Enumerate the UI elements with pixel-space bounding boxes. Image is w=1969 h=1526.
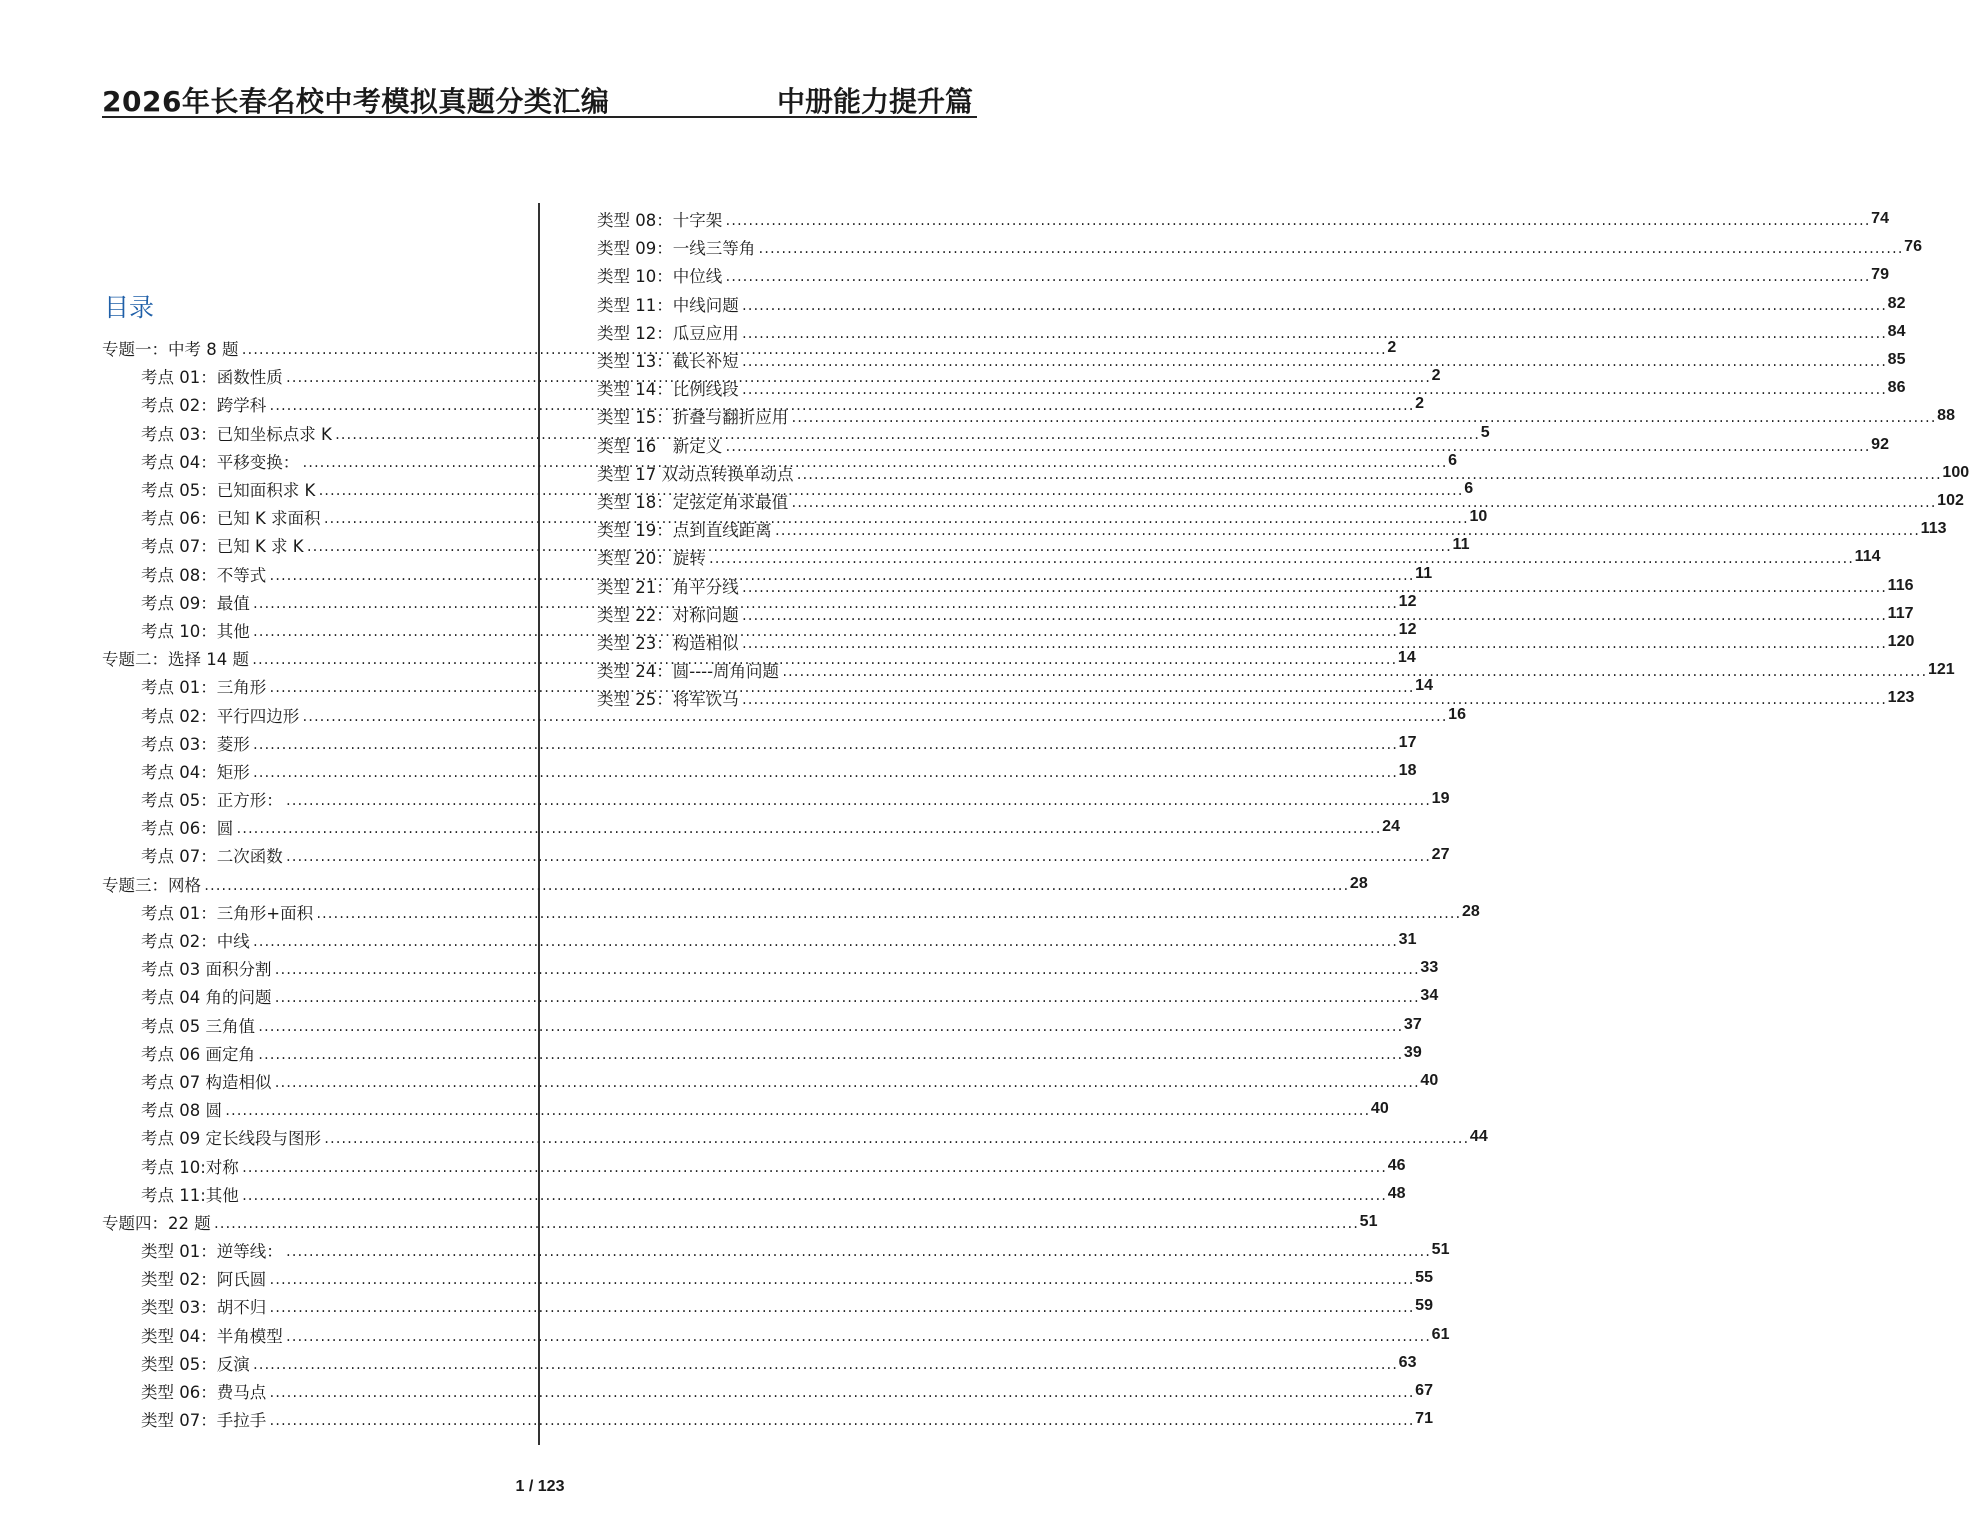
toc-entry-page: 11 <box>1452 536 1470 554</box>
toc-entry-page: 6 <box>1448 451 1458 469</box>
toc-entry[interactable] <box>102 954 1439 982</box>
toc-section-entry[interactable] <box>597 318 1906 346</box>
toc-leader-dots: ........................................................................................................................................................................................................ <box>284 371 1430 386</box>
toc-entry-page: 44 <box>1469 1128 1488 1146</box>
toc-entry-label: 考点 03：菱形 <box>141 734 250 754</box>
toc-entry-label: 类型 21：角平分线 <box>597 577 739 597</box>
toc-section-entry[interactable] <box>102 870 1368 898</box>
toc-leader-dots: ........................................................................................................................................................................................................ <box>740 326 1886 341</box>
document-title: 2026年长春名校中考模拟真题分类汇编 <box>102 85 610 118</box>
toc-entry-label: 考点 02：跨学科 <box>141 396 267 416</box>
toc-entry-page: 67 <box>1415 1382 1433 1400</box>
toc-entry-label: 考点 06：圆 <box>141 819 234 839</box>
toc-leader-dots: ........................................................................................................................................................................................................ <box>301 709 1447 724</box>
toc-entry-page: 51 <box>1359 1212 1378 1230</box>
toc-entry-label: 考点 01：三角形 <box>141 678 267 698</box>
toc-entry-page: 117 <box>1887 604 1914 622</box>
toc-entry-page: 24 <box>1382 818 1400 836</box>
toc-entry[interactable] <box>102 898 1480 926</box>
toc-entry-page: 86 <box>1887 379 1906 397</box>
toc-leader-dots: ........................................................................................................................................................................................................ <box>273 991 1419 1006</box>
toc-entry-page: 33 <box>1420 959 1439 977</box>
toc-leader-dots: ........................................................................................................................................................................................................ <box>268 1414 1414 1429</box>
toc-leader-dots: ........................................................................................................................................................................................................ <box>740 383 1886 398</box>
toc-entry[interactable] <box>102 1123 1488 1151</box>
toc-entry-label: 专题三：网格 <box>102 875 201 895</box>
toc-entry-label: 考点 10:对称 <box>141 1157 239 1177</box>
toc-entry-label: 类型 15：折叠与翻折应用 <box>597 408 789 428</box>
toc-entry[interactable] <box>102 1011 1422 1039</box>
toc-entry-page: 79 <box>1871 266 1889 284</box>
page-header <box>102 78 977 118</box>
toc-leader-dots: ........................................................................................................................................................................................................ <box>212 1216 1358 1231</box>
toc-section-entry[interactable] <box>597 431 1889 459</box>
toc-entry-page: 40 <box>1420 1071 1439 1089</box>
toc-entry-label: 考点 08 圆 <box>141 1101 222 1121</box>
toc-right-column <box>597 205 1969 712</box>
toc-entry-page: 5 <box>1480 423 1490 441</box>
toc-entry-page: 55 <box>1415 1269 1433 1287</box>
toc-entry-label: 考点 03：已知坐标点求 K <box>141 424 332 444</box>
toc-leader-dots: ........................................................................................................................................................................................................ <box>284 1329 1430 1344</box>
toc-entry-page: 59 <box>1415 1297 1433 1315</box>
toc-entry-label: 类型 07：手拉手 <box>141 1411 267 1431</box>
toc-entry-label: 类型 01：逆等线： <box>141 1242 283 1262</box>
toc-entry-page: 113 <box>1920 520 1947 538</box>
toc-leader-dots: ........................................................................................................................................................................................................ <box>740 636 1886 651</box>
toc-leader-dots: ........................................................................................................................................................................................................ <box>224 1104 1369 1119</box>
toc-entry[interactable] <box>102 757 1417 785</box>
toc-leader-dots: ........................................................................................................................................................................................................ <box>268 1301 1414 1316</box>
toc-entry-label: 专题一：中考 8 题 <box>102 340 239 360</box>
toc-entry-page: 116 <box>1887 576 1914 594</box>
toc-entry[interactable] <box>102 1321 1450 1349</box>
toc-entry-page: 39 <box>1403 1043 1422 1061</box>
toc-entry[interactable] <box>102 1377 1433 1405</box>
toc-entry-page: 102 <box>1937 491 1964 509</box>
toc-entry-page: 92 <box>1871 435 1889 453</box>
toc-leader-dots: ........................................................................................................................................................................................................ <box>203 878 1348 893</box>
toc-entry-label: 类型 08：十字架 <box>597 211 723 231</box>
toc-leader-dots: ........................................................................................................................................................................................................ <box>707 552 1853 567</box>
toc-entry-page: 19 <box>1431 790 1450 808</box>
toc-leader-dots: ........................................................................................................................................................................................................ <box>740 693 1886 708</box>
toc-entry-label: 类型 17 双动点转换单动点 <box>597 464 794 484</box>
toc-entry-page: 34 <box>1420 987 1439 1005</box>
toc-entry-page: 10 <box>1469 508 1488 526</box>
toc-entry-label: 考点 09：最值 <box>141 593 250 613</box>
toc-entry-page: 85 <box>1887 351 1906 369</box>
toc-entry-label: 考点 07：二次函数 <box>141 847 283 867</box>
toc-entry-page: 37 <box>1403 1015 1422 1033</box>
toc-entry-page: 2 <box>1431 367 1441 385</box>
toc-entry-page: 46 <box>1387 1156 1406 1174</box>
toc-entry[interactable] <box>102 1151 1406 1179</box>
toc-entry-label: 考点 06：已知 K 求面积 <box>141 509 321 529</box>
toc-leader-dots: ........................................................................................................................................................................................................ <box>305 540 1451 555</box>
toc-section-entry[interactable] <box>597 543 1881 571</box>
toc-entry-label: 考点 05：正方形： <box>141 791 283 811</box>
toc-section-entry[interactable] <box>597 261 1889 289</box>
toc-leader-dots: ........................................................................................................................................................................................................ <box>268 568 1414 583</box>
toc-leader-dots: ........................................................................................................................................................................................................ <box>251 624 1397 639</box>
toc-entry-page: 28 <box>1349 874 1368 892</box>
toc-entry-label: 类型 20：旋转 <box>597 549 706 569</box>
toc-entry-page: 63 <box>1398 1353 1417 1371</box>
toc-entry[interactable] <box>102 785 1450 813</box>
toc-leader-dots: ........................................................................................................................................................................................................ <box>323 1132 1468 1147</box>
toc-entry-label: 考点 07 构造相似 <box>141 1072 272 1092</box>
toc-entry-page: 14 <box>1397 649 1416 667</box>
toc-entry[interactable] <box>102 813 1400 841</box>
toc-entry-page: 16 <box>1448 705 1466 723</box>
toc-entry-label: 类型 10：中位线 <box>597 267 723 287</box>
toc-section-entry[interactable] <box>597 402 1955 430</box>
toc-entry-page: 48 <box>1387 1184 1406 1202</box>
toc-leader-dots: ........................................................................................................................................................................................................ <box>268 681 1414 696</box>
toc-entry-page: 17 <box>1398 733 1417 751</box>
toc-entry-page: 14 <box>1415 677 1433 695</box>
toc-leader-dots: ........................................................................................................................................................................................................ <box>284 850 1430 865</box>
toc-leader-dots: ........................................................................................................................................................................................................ <box>240 1188 1386 1203</box>
toc-entry-label: 考点 08：不等式 <box>141 565 267 585</box>
toc-entry[interactable] <box>102 1405 1433 1433</box>
toc-section-entry[interactable] <box>597 628 1915 656</box>
toc-leader-dots: ........................................................................................................................................................................................................ <box>790 495 1936 510</box>
toc-entry-label: 类型 02：阿氏圆 <box>141 1270 267 1290</box>
toc-entry-page: 120 <box>1887 632 1915 650</box>
toc-entry-label: 类型 16 新定义 <box>597 436 723 456</box>
toc-section-entry[interactable] <box>597 374 1906 402</box>
toc-leader-dots: ........................................................................................................................................................................................................ <box>251 1357 1397 1372</box>
toc-entry-label: 考点 02：中线 <box>141 932 250 952</box>
toc-leader-dots: ........................................................................................................................................................................................................ <box>257 1019 1402 1034</box>
toc-entry-label: 考点 01：函数性质 <box>141 368 283 388</box>
toc-entry-page: 40 <box>1370 1100 1389 1118</box>
toc-entry-label: 考点 05：已知面积求 K <box>141 481 316 501</box>
toc-entry-page: 51 <box>1431 1241 1450 1259</box>
toc-entry-label: 考点 04：矩形 <box>141 762 250 782</box>
toc-entry-label: 考点 06 画定角 <box>141 1044 255 1064</box>
toc-entry-page: 28 <box>1462 902 1480 920</box>
toc-leader-dots: ........................................................................................................................................................................................................ <box>757 242 1903 257</box>
toc-section-entry[interactable] <box>597 571 1914 599</box>
toc-entry-page: 84 <box>1887 322 1906 340</box>
toc-leader-dots: ........................................................................................................................................................................................................ <box>240 1160 1386 1175</box>
toc-entry-label: 考点 02：平行四边形 <box>141 706 300 726</box>
toc-entry-label: 考点 10：其他 <box>141 621 250 641</box>
toc-entry-label: 考点 01：三角形+面积 <box>141 903 314 923</box>
toc-entry-page: 12 <box>1398 592 1417 610</box>
toc-leader-dots: ........................................................................................................................................................................................................ <box>317 484 1463 499</box>
toc-entry-label: 类型 09：一线三等角 <box>597 239 756 259</box>
toc-entry-page: 71 <box>1415 1410 1433 1428</box>
toc-leader-dots: ........................................................................................................................................................................................................ <box>790 411 1936 426</box>
toc-entry-label: 类型 04：半角模型 <box>141 1326 283 1346</box>
toc-entry-label: 考点 07：已知 K 求 K <box>141 537 304 557</box>
toc-entry-label: 考点 03 面积分割 <box>141 960 272 980</box>
toc-entry-label: 类型 03：胡不归 <box>141 1298 267 1318</box>
toc-entry-label: 考点 11:其他 <box>141 1185 239 1205</box>
toc-entry-page: 31 <box>1398 931 1417 949</box>
toc-entry[interactable] <box>102 1095 1389 1123</box>
toc-entry-label: 类型 05：反演 <box>141 1354 250 1374</box>
toc-leader-dots: ........................................................................................................................................................................................................ <box>740 355 1886 370</box>
toc-leader-dots: ........................................................................................................................................................................................................ <box>251 935 1397 950</box>
toc-section-entry[interactable] <box>597 459 1969 487</box>
toc-entry[interactable] <box>102 1349 1417 1377</box>
toc-entry-page: 121 <box>1927 661 1955 679</box>
toc-leader-dots: ........................................................................................................................................................................................................ <box>235 822 1381 837</box>
toc-section-entry[interactable] <box>597 290 1906 318</box>
toc-entry-label: 类型 22：对称问题 <box>597 605 739 625</box>
toc-leader-dots: ........................................................................................................................................................................................................ <box>251 596 1397 611</box>
toc-entry-label: 类型 19：点到直线距离 <box>597 521 772 541</box>
toc-leader-dots: ........................................................................................................................................................................................................ <box>268 1273 1414 1288</box>
toc-leader-dots: ........................................................................................................................................................................................................ <box>781 665 1926 680</box>
toc-entry[interactable] <box>102 1180 1406 1208</box>
toc-entry-page: 74 <box>1871 210 1889 228</box>
toc-entry[interactable] <box>102 926 1417 954</box>
toc-leader-dots: ........................................................................................................................................................................................................ <box>268 399 1414 414</box>
toc-entry-page: 11 <box>1415 564 1433 582</box>
toc-entry-page: 123 <box>1887 689 1915 707</box>
toc-leader-dots: ........................................................................................................................................................................................................ <box>322 512 1468 527</box>
toc-leader-dots: ........................................................................................................................................................................................................ <box>740 580 1886 595</box>
toc-leader-dots: ........................................................................................................................................................................................................ <box>240 343 1386 358</box>
toc-leader-dots: ........................................................................................................................................................................................................ <box>257 1047 1402 1062</box>
toc-leader-dots: ........................................................................................................................................................................................................ <box>251 737 1397 752</box>
toc-entry-page: 2 <box>1415 395 1425 413</box>
toc-leader-dots: ........................................................................................................................................................................................................ <box>251 765 1397 780</box>
toc-entry-label: 类型 12：瓜豆应用 <box>597 323 739 343</box>
toc-heading: 目录 <box>104 293 155 322</box>
toc-entry-page: 100 <box>1942 463 1969 481</box>
toc-entry-label: 考点 04：平移变换： <box>141 452 300 472</box>
toc-entry-label: 类型 11：中线问题 <box>597 295 739 315</box>
toc-entry-page: 114 <box>1854 548 1881 566</box>
toc-leader-dots: ........................................................................................................................................................................................................ <box>724 214 1870 229</box>
toc-entry[interactable] <box>102 1236 1450 1264</box>
toc-section-entry[interactable] <box>597 233 1922 261</box>
toc-entry-page: 82 <box>1887 294 1906 312</box>
toc-entry[interactable] <box>102 1292 1433 1320</box>
volume-subtitle: 中册能力提升篇 <box>776 85 973 118</box>
toc-entry-label: 考点 09 定长线段与图形 <box>141 1129 321 1149</box>
toc-entry-page: 61 <box>1431 1325 1450 1343</box>
toc-section-entry[interactable] <box>597 205 1889 233</box>
toc-leader-dots: ........................................................................................................................................................................................................ <box>273 963 1419 978</box>
toc-entry-page: 2 <box>1387 339 1397 357</box>
toc-entry-page: 12 <box>1398 620 1417 638</box>
toc-entry-label: 类型 06：费马点 <box>141 1383 267 1403</box>
toc-entry-label: 类型 14：比例线段 <box>597 380 739 400</box>
toc-entry-label: 类型 13：截长补短 <box>597 352 739 372</box>
toc-leader-dots: ........................................................................................................................................................................................................ <box>284 794 1430 809</box>
toc-entry-label: 类型 18：定弦定角求最值 <box>597 492 789 512</box>
toc-entry-label: 考点 05 三角值 <box>141 1016 255 1036</box>
toc-entry-page: 27 <box>1431 846 1450 864</box>
toc-leader-dots: ........................................................................................................................................................................................................ <box>273 1075 1419 1090</box>
toc-entry-label: 类型 25：将军饮马 <box>597 690 739 710</box>
toc-leader-dots: ........................................................................................................................................................................................................ <box>724 270 1870 285</box>
page-number: 1 / 123 <box>515 1478 565 1495</box>
toc-leader-dots: ........................................................................................................................................................................................................ <box>284 1245 1430 1260</box>
toc-leader-dots: ........................................................................................................................................................................................................ <box>268 1386 1414 1401</box>
toc-entry-label: 专题四：22 题 <box>102 1213 211 1233</box>
toc-leader-dots: ........................................................................................................................................................................................................ <box>301 455 1447 470</box>
toc-entry-label: 类型 24：圆----周角问题 <box>597 662 780 682</box>
toc-section-entry[interactable] <box>597 487 1964 515</box>
toc-leader-dots: ........................................................................................................................................................................................................ <box>773 524 1919 539</box>
toc-leader-dots: ........................................................................................................................................................................................................ <box>740 608 1886 623</box>
toc-leader-dots: ........................................................................................................................................................................................................ <box>315 906 1460 921</box>
toc-entry-label: 考点 04 角的问题 <box>141 988 272 1008</box>
toc-leader-dots: ........................................................................................................................................................................................................ <box>795 467 1941 482</box>
toc-section-entry[interactable] <box>597 346 1906 374</box>
toc-entry-label: 专题二：选择 14 题 <box>102 650 249 670</box>
toc-entry-page: 6 <box>1464 480 1474 498</box>
toc-leader-dots: ........................................................................................................................................................................................................ <box>724 439 1870 454</box>
toc-entry[interactable] <box>102 982 1439 1010</box>
toc-leader-dots: ........................................................................................................................................................................................................ <box>251 653 1396 668</box>
toc-leader-dots: ........................................................................................................................................................................................................ <box>740 298 1886 313</box>
toc-entry[interactable] <box>102 1039 1422 1067</box>
toc-entry[interactable] <box>102 1067 1439 1095</box>
toc-leader-dots: ........................................................................................................................................................................................................ <box>333 427 1479 442</box>
toc-entry-page: 88 <box>1937 407 1955 425</box>
toc-entry[interactable] <box>102 729 1417 757</box>
toc-entry-label: 类型 23：构造相似 <box>597 633 739 653</box>
toc-entry-page: 76 <box>1904 238 1922 256</box>
toc-section-entry[interactable] <box>102 1208 1378 1236</box>
toc-entry-page: 18 <box>1398 761 1417 779</box>
toc-entry[interactable] <box>102 1264 1433 1292</box>
toc-entry[interactable] <box>102 841 1450 869</box>
